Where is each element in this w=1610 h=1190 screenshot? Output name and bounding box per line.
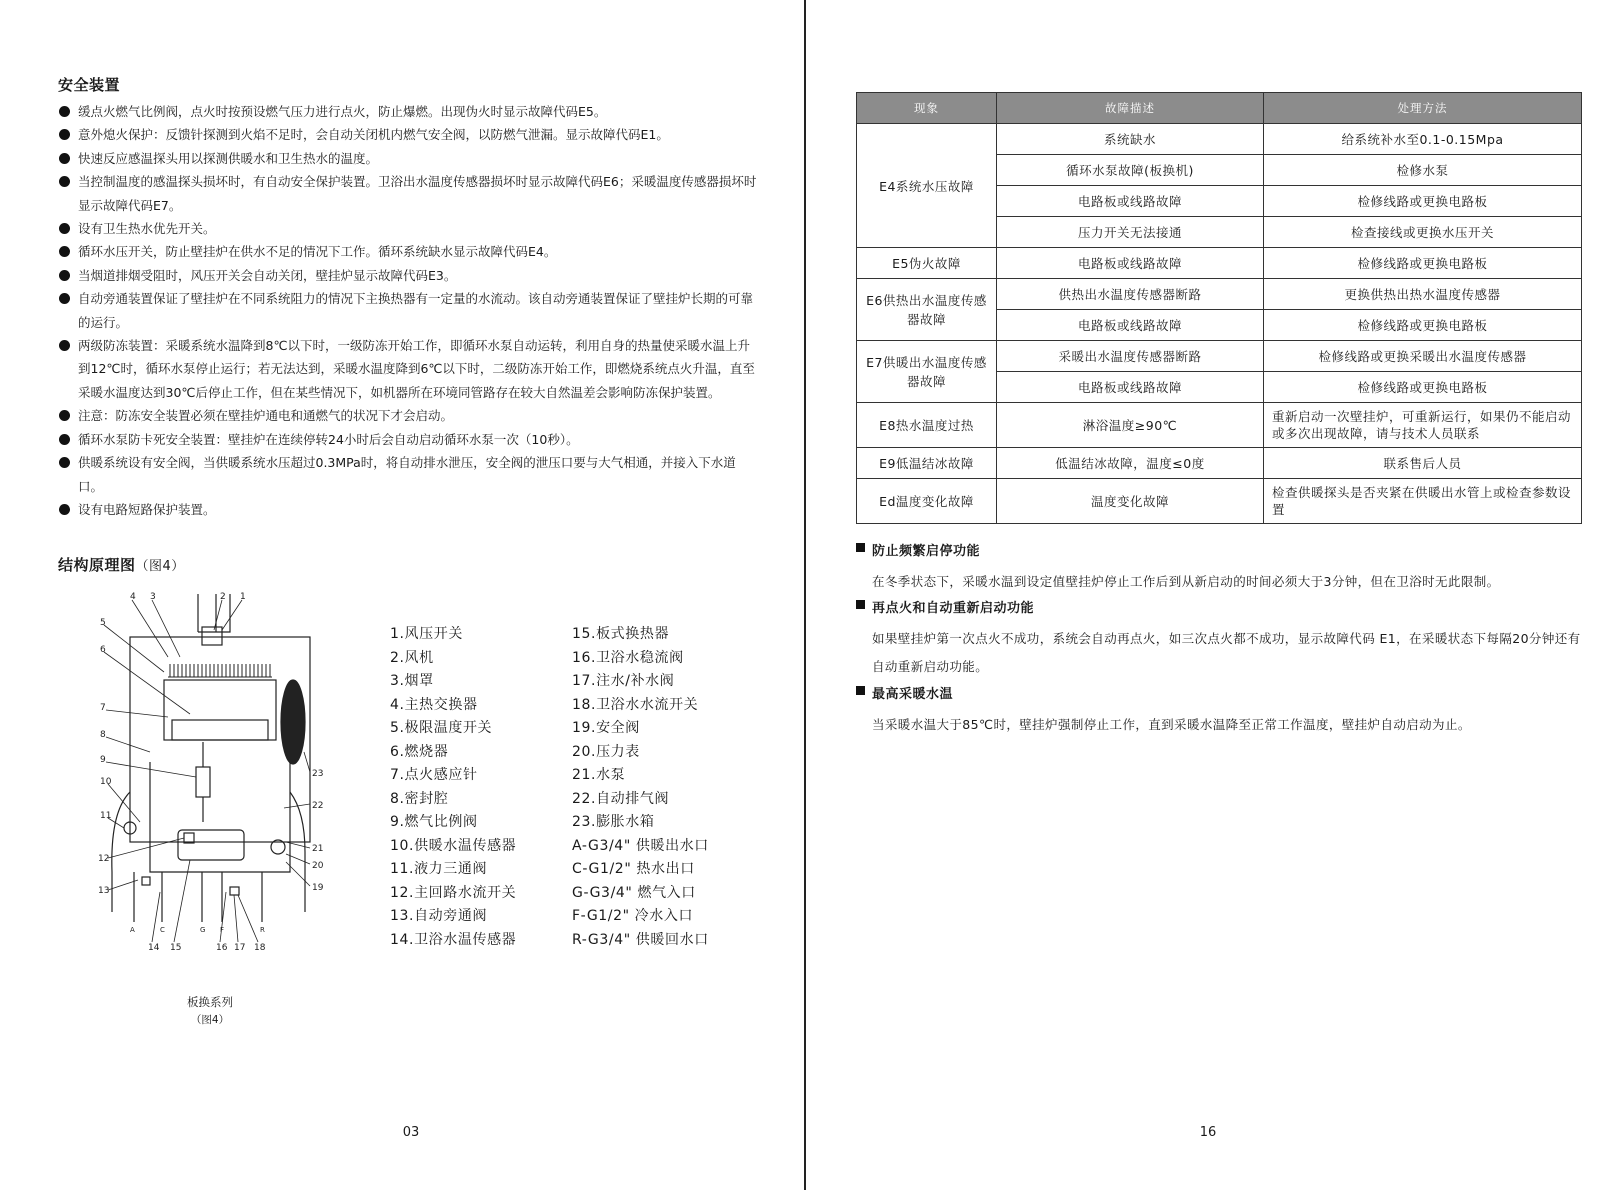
port-r: R (260, 926, 265, 934)
callout-12: 12 (98, 854, 110, 864)
fault-description: 供热出水温度传感器断路 (997, 279, 1264, 310)
callout-22: 22 (312, 801, 324, 811)
fault-phenomenon: E4系统水压故障 (857, 124, 997, 248)
fault-description: 低温结冰故障，温度≤0度 (997, 448, 1264, 479)
fault-row (857, 448, 1582, 479)
callout-16: 16 (216, 943, 228, 953)
page-number-right: 16 (1199, 1125, 1217, 1140)
fan-housing (202, 627, 222, 645)
callout-6: 6 (100, 645, 106, 655)
legend-item: 9.燃气比例阀 (390, 814, 478, 830)
fill-valve (230, 887, 239, 895)
legend-item: F-G1/2" 冷水入口 (572, 908, 694, 924)
fault-phenomenon: Ed温度变化故障 (857, 479, 997, 524)
fault-table-header (857, 93, 1582, 124)
legend-item: 4.主热交换器 (390, 696, 478, 713)
legend-item: 23.膨胀水箱 (572, 814, 655, 830)
callout-15: 15 (170, 943, 182, 953)
section-heading: 再点火和自动重新启动功能 (856, 597, 1034, 616)
legend-item: 8.密封腔 (390, 790, 449, 807)
fault-phenomenon: E7供暖出水温度传感器故障 (857, 341, 997, 403)
legend-item: 3.烟罩 (390, 673, 434, 689)
fault-description: 淋浴温度≥90℃ (997, 403, 1264, 448)
fault-description: 电路板或线路故障 (997, 310, 1264, 341)
legend-item: C-G1/2" 热水出口 (572, 861, 695, 877)
callout-7: 7 (100, 703, 106, 713)
fault-solution: 重新启动一次壁挂炉，可重新运行，如果仍不能启动或多次出现故障，请与技术人员联系 (1264, 403, 1582, 448)
callout-10: 10 (100, 777, 112, 787)
fault-description: 电路板或线路故障 (997, 186, 1264, 217)
fault-phenomenon: E5伪火故障 (857, 248, 997, 279)
callout-18: 18 (254, 943, 266, 953)
fault-row (857, 248, 1582, 279)
section-text: 在冬季状态下，采暖水温到设定值壁挂炉停止工作后到从新启动的时间必须大于3分钟，但在卫浴时无此限制。 (872, 574, 1500, 589)
port-c: C (160, 926, 165, 934)
callout-11: 11 (100, 811, 112, 821)
fault-solution: 检修线路或更换电路板 (1264, 186, 1582, 217)
legend-item: 6.燃烧器 (390, 743, 449, 760)
legend-item: 10.供暖水温传感器 (390, 837, 517, 854)
safety-item: 当控制温度的感温探头损坏时，有自动安全保护装置。卫浴出水温度传感器损坏时显示故障代码E6；采暖温度传感器损坏时显示故障代码E7。 (58, 170, 758, 217)
safety-item: 循环水压开关，防止壁挂炉在供水不足的情况下工作。循环系统缺水显示故障代码E4。 (58, 240, 758, 263)
callout-2: 2 (220, 592, 226, 602)
callout-20: 20 (312, 861, 324, 871)
gas-valve (196, 767, 210, 797)
fault-phenomenon: E8热水温度过热 (857, 403, 997, 448)
safety-item: 两级防冻装置：采暖系统水温降到8℃以下时，一级防冻开始工作，即循环水泵自动运转，利用自身的热量使采暖水温上升到12℃时，循环水泵停止运行；若无法达到，采暖水温度降到6℃以下时，二级防冻开始工作，即燃烧系统点火升温，直至采暖水温度达到30℃后停止工作，但在某些情况下，如机器所在环境同管路存在较大自然温差会影响防冻保护装置。 (58, 334, 758, 404)
legend-item: 15.板式换热器 (572, 626, 670, 642)
legend-right-column (572, 623, 709, 952)
legend-item: 16.卫浴水稳流阀 (572, 649, 684, 666)
callout-4: 4 (130, 592, 136, 602)
fault-row (857, 124, 1582, 155)
legend-item: 21.水泵 (572, 767, 626, 783)
callout-1: 1 (240, 592, 246, 602)
fault-row (857, 403, 1582, 448)
legend-item: 1.风压开关 (390, 626, 463, 642)
legend-item: 7.点火感应针 (390, 767, 478, 783)
fault-row (857, 279, 1582, 310)
structure-title-text: 结构原理图 (58, 556, 136, 574)
legend-item: 2.风机 (390, 649, 434, 666)
legend-item: 14.卫浴水温传感器 (390, 931, 517, 948)
safety-item: 意外熄火保护：反馈针探测到火焰不足时，会自动关闭机内燃气安全阀，以防燃气泄漏。显示故障代码E1。 (58, 123, 758, 146)
structure-subtitle: （图4） (135, 559, 185, 574)
heat-exchanger-fins (168, 664, 272, 677)
safety-item: 自动旁通装置保证了壁挂炉在不同系统阻力的情况下主换热器有一定量的水流动。该自动旁通装置保证了壁挂炉长期的可靠的运行。 (58, 287, 758, 334)
callout-5: 5 (100, 618, 106, 628)
heating-loop (150, 762, 290, 872)
outlet-pipes (134, 872, 262, 922)
safety-item: 注意：防冻安全装置必须在壁挂炉通电和通燃气的状况下才会启动。 (58, 404, 758, 427)
legend-item: A-G3/4" 供暖出水口 (572, 837, 709, 854)
legend-item: 22.自动排气阀 (572, 790, 670, 807)
section-heading: 最高采暖水温 (856, 683, 953, 702)
section-text: 如果壁挂炉第一次点火不成功，系统会自动再点火，如三次点火都不成功，显示故障代码 E1，在采暖状态下每隔20分钟还有自动重新启动功能。 (872, 631, 1581, 674)
port-a: A (130, 926, 135, 934)
header-solution: 处理方法 (1264, 93, 1582, 124)
callout-3: 3 (150, 592, 156, 602)
fault-row (857, 341, 1582, 372)
fault-description: 压力开关无法接通 (997, 217, 1264, 248)
fault-table-body (857, 124, 1582, 524)
fault-description: 采暖出水温度传感器断路 (997, 341, 1264, 372)
fault-description: 系统缺水 (997, 124, 1264, 155)
callout-9: 9 (100, 755, 106, 765)
section-text: 当采暖水温大于85℃时，壁挂炉强制停止工作，直到采暖水温降至正常工作温度，壁挂炉自动启动为止。 (872, 717, 1471, 732)
page-number-left: 03 (402, 1125, 420, 1140)
legend-item: 5.极限温度开关 (390, 720, 493, 736)
safety-item: 快速反应感温探头用以探测供暖水和卫生热水的温度。 (58, 147, 758, 170)
fault-solution: 检查供暖探头是否夹紧在供暖出水管上或检查参数设置 (1264, 479, 1582, 524)
fault-phenomenon: E6供热出水温度传感器故障 (857, 279, 997, 341)
fault-phenomenon: E9低温结冰故障 (857, 448, 997, 479)
combustion-chamber (164, 680, 276, 740)
callout-17: 17 (234, 943, 246, 953)
safety-title: 安全装置 (58, 76, 121, 94)
fault-row (857, 479, 1582, 524)
plate-heat-exchanger (178, 830, 244, 860)
fault-solution: 检查接线或更换水压开关 (1264, 217, 1582, 248)
safety-item: 循环水泵防卡死安全装置：壁挂炉在连续停转24小时后会自动启动循环水泵一次（10秒）。 (58, 428, 758, 451)
structure-title (58, 554, 185, 575)
header-phenomenon: 现象 (857, 93, 997, 124)
fault-solution: 检修线路或更换电路板 (1264, 372, 1582, 403)
legend-item: 12.主回路水流开关 (390, 884, 517, 901)
fault-description: 循环水泵故障(板换机) (997, 155, 1264, 186)
fault-description: 温度变化故障 (997, 479, 1264, 524)
fault-table (856, 92, 1582, 524)
fault-solution: 联系售后人员 (1264, 448, 1582, 479)
safety-item: 供暖系统设有安全阀，当供暖系统水压超过0.3MPa时，将自动排水泄压，安全阀的泄压口要与大气相通，并接入下水道口。 (58, 451, 758, 498)
fault-solution: 检修水泵 (1264, 155, 1582, 186)
legend-item: R-G3/4" 供暖回水口 (572, 931, 709, 948)
fault-description: 电路板或线路故障 (997, 248, 1264, 279)
fault-solution: 更换供热出热水温度传感器 (1264, 279, 1582, 310)
port-g: G (200, 926, 206, 934)
structure-diagram (90, 592, 340, 992)
fault-solution: 检修线路或更换电路板 (1264, 310, 1582, 341)
expansion-tank (281, 680, 305, 764)
callout-8: 8 (100, 730, 106, 740)
safety-item: 设有卫生热水优先开关。 (58, 217, 758, 240)
callout-21: 21 (312, 844, 324, 854)
callout-14: 14 (148, 943, 160, 953)
safety-list (58, 100, 758, 521)
return-pipe (112, 792, 130, 912)
safety-item: 设有电路短路保护装置。 (58, 498, 758, 521)
diagram-caption-sub: （图4） (190, 1014, 230, 1026)
burner (172, 720, 268, 740)
callout-lines (104, 600, 310, 942)
callout-23: 23 (312, 769, 324, 779)
legend-item: 19.安全阀 (572, 720, 640, 736)
legend-left-column (390, 623, 516, 952)
callout-13: 13 (98, 886, 110, 896)
diagram-caption: 板换系列 (187, 995, 233, 1009)
fault-description: 电路板或线路故障 (997, 372, 1264, 403)
legend-item: 13.自动旁通阀 (390, 908, 488, 924)
safety-item: 缓点火燃气比例阀，点火时按预设燃气压力进行点火，防止爆燃。出现伪火时显示故障代码E5。 (58, 100, 758, 123)
section-heading: 防止频繁启停功能 (856, 540, 980, 559)
legend-item: 18.卫浴水水流开关 (572, 696, 699, 713)
flow-pipe (290, 792, 305, 912)
fault-solution: 检修线路或更换采暖出水温度传感器 (1264, 341, 1582, 372)
port-f: F (220, 926, 225, 934)
fault-solution: 给系统补水至0.1-0.15Mpa (1264, 124, 1582, 155)
legend-item: 17.注水/补水阀 (572, 673, 675, 689)
legend-item: G-G3/4" 燃气入口 (572, 884, 696, 901)
safety-item: 当烟道排烟受阻时，风压开关会自动关闭，壁挂炉显示故障代码E3。 (58, 264, 758, 287)
bypass-valve (142, 877, 150, 885)
boiler-schematic (90, 592, 340, 992)
legend-item: 20.压力表 (572, 743, 640, 760)
fault-solution: 检修线路或更换电路板 (1264, 248, 1582, 279)
callout-19: 19 (312, 883, 324, 893)
header-description: 故障描述 (997, 93, 1264, 124)
legend-item: 11.液力三通阀 (390, 861, 488, 877)
